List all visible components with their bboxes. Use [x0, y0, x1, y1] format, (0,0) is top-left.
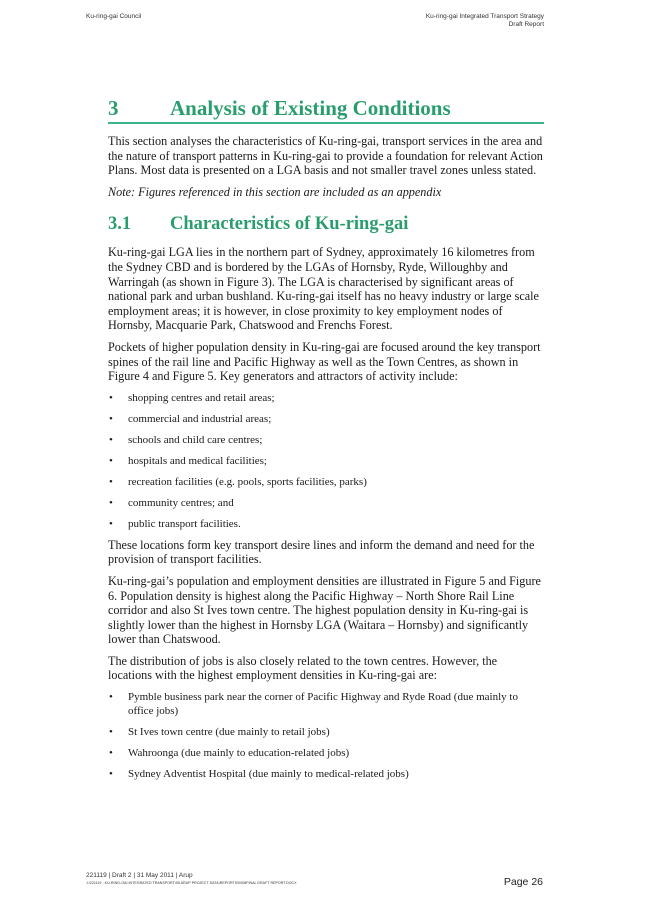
paragraph-jobs: The distribution of jobs is also closely related to the town centres. However, the locations with the highest employment densities in Ku-ring-gai are:	[108, 653, 498, 683]
paragraph-densities: Ku-ring-gai’s population and employment densities are illustrated in Figure 5 and Figure 6. Population density is highest along the Pacific Highway – North Shore Rail Line corridor and also St Ives town centre. The highest population density in Ku-ring-gai is slightly lower than the highest in Hornsby LGA (Waitara – Hornsby) and significantly lower than Chatswood.	[108, 573, 541, 647]
header-document-title	[426, 13, 544, 29]
paragraph-location: Ku-ring-gai LGA lies in the northern part of Sydney, approximately 16 kilometres from the Sydney CBD and is bordered by the LGAs of Hornsby, Ryde, Willoughby and Warringah (as shown in Figure 3). The LGA is characterised by significant areas of national park and urban bushland. Ku-ring-gai itself has no heavy industry or large scale employment areas; it is however, in close proximity to key employment nodes of Hornsby, Macquarie Park, Chatswood and Frenchs Forest.	[108, 245, 539, 333]
bullet-icon: •	[109, 726, 113, 739]
subsection-number: 3.1	[108, 214, 132, 235]
page-body	[108, 96, 544, 788]
subsection-heading	[108, 213, 544, 235]
footer-meta: 221119 | Draft 2 | 31 May 2011 | Arup	[86, 872, 193, 879]
list-item: • St Ives town centre (due mainly to retail jobs)	[109, 726, 330, 739]
list-item: • public transport facilities.	[109, 517, 241, 530]
bullet-icon: •	[109, 391, 113, 404]
bullet-icon: •	[109, 496, 113, 509]
bullet-icon: •	[109, 691, 113, 704]
subsection-title: Characteristics of Ku-ring-gai	[170, 214, 409, 235]
page-footer	[86, 872, 297, 886]
bullet-icon: •	[109, 747, 113, 760]
header-organization: Ku-ring-gai Council	[86, 13, 142, 20]
paragraph-desire-lines: These locations form key transport desire lines and inform the demand and need for the provision of transport facilities.	[108, 537, 535, 567]
list-item: • community centres; and	[109, 496, 234, 509]
section-note: Note: Figures referenced in this section are included as an appendix	[108, 184, 442, 199]
header-title-line: Ku-ring-gai Integrated Transport Strategy	[425, 13, 544, 20]
header-subtitle-line: Draft Report	[508, 21, 544, 28]
list-item: • Sydney Adventist Hospital (due mainly to medical-related jobs)	[109, 768, 409, 781]
page-number: Page 26	[503, 876, 543, 888]
generators-list	[108, 391, 544, 531]
list-item: • schools and child care centres;	[109, 433, 263, 446]
section-heading	[108, 96, 544, 124]
bullet-icon: •	[109, 412, 113, 425]
paragraph-population-pockets: Pockets of higher population density in Ku-ring-gai are focused around the key transport spines of the rail line and Pacific Highway as well as the Town Centres, as shown in Figure 4 and Figure 5. Key generators and attractors of activity include:	[108, 339, 541, 384]
section-title: Analysis of Existing Conditions	[170, 96, 451, 120]
list-item: • shopping centres and retail areas;	[109, 391, 275, 404]
list-item: • recreation facilities (e.g. pools, sports facilities, parks)	[109, 475, 367, 488]
bullet-icon: •	[109, 517, 113, 530]
list-item: • hospitals and medical facilities;	[109, 454, 267, 467]
section-intro: This section analyses the characteristics of Ku-ring-gai, transport services in the area and the nature of transport patterns in Ku-ring-gai to provide a foundation for relevant Action Plans. Most data is presented on a LGA basis and not smaller travel zones unless stated.	[108, 134, 543, 178]
bullet-icon: •	[109, 768, 113, 781]
footer-file-path: J:\221119 - KU-RING-GAI INTEGRATED TRANSPORT\05 ARUP PROJECT DATA\REPORTS\0008FINAL DRAFT REPORT.DOCX	[86, 881, 297, 885]
list-item: • Pymble business park near the corner of Pacific Highway and Ryde Road (due mainly to office jobs)	[109, 691, 518, 718]
bullet-icon: •	[109, 433, 113, 446]
employment-list	[108, 690, 544, 781]
bullet-icon: •	[109, 454, 113, 467]
section-number: 3	[108, 96, 119, 120]
bullet-icon: •	[109, 475, 113, 488]
list-item: • Wahroonga (due mainly to education-related jobs)	[109, 747, 350, 760]
list-item: • commercial and industrial areas;	[109, 412, 272, 425]
